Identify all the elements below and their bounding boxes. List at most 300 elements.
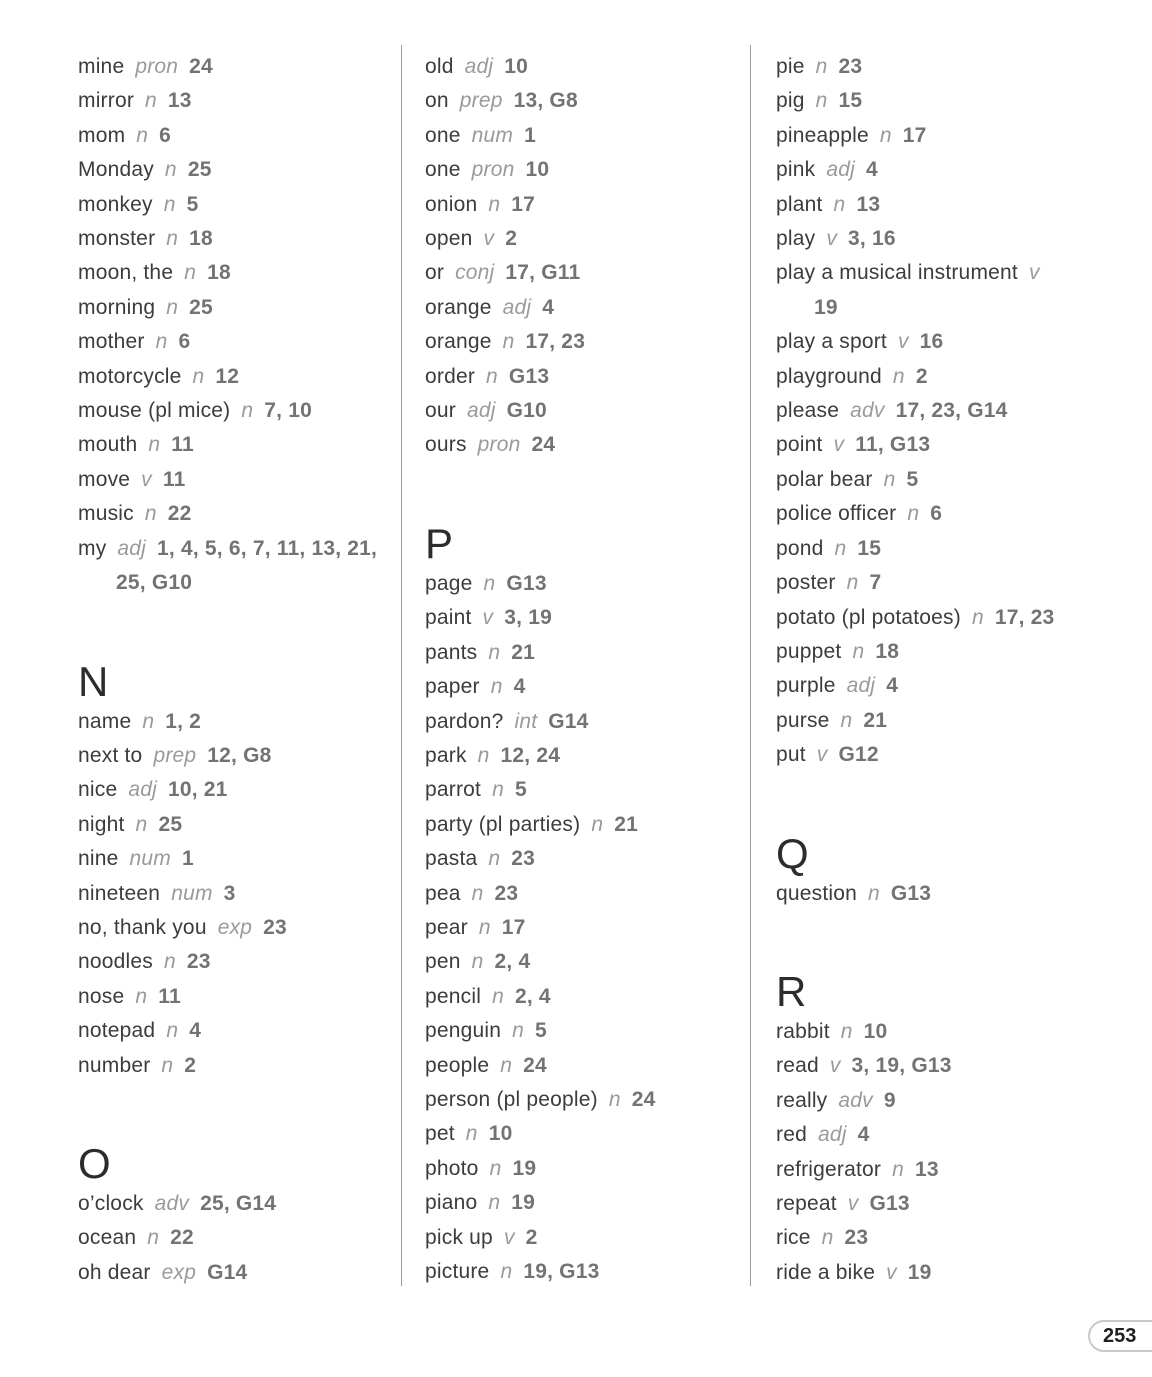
entry-part-of-speech: n — [892, 364, 905, 388]
entry-word: nice — [78, 778, 118, 802]
index-entry — [78, 84, 401, 118]
entry-page-refs: 2 — [505, 227, 518, 251]
entry-part-of-speech: v — [897, 330, 909, 354]
entry-part-of-speech: n — [465, 1122, 478, 1146]
entry-word: morning — [78, 295, 156, 319]
entry-page-refs: 2 — [915, 364, 928, 388]
index-entry — [776, 1187, 1112, 1221]
index-entry — [425, 1117, 750, 1151]
entry-part-of-speech: n — [166, 227, 179, 251]
entry-page-refs: 23 — [511, 847, 536, 871]
entry-word: mine — [78, 55, 125, 78]
entry-part-of-speech: v — [886, 1260, 897, 1284]
entry-part-of-speech: n — [512, 1019, 525, 1043]
entry-part-of-speech: n — [135, 984, 148, 1008]
index-entry — [78, 877, 401, 911]
entry-part-of-speech: n — [155, 330, 168, 354]
entry-page-refs: G13 — [869, 1191, 910, 1215]
entry-part-of-speech: n — [145, 89, 157, 113]
entry-part-of-speech: n — [486, 364, 498, 388]
entry-page-refs: 13 — [915, 1157, 939, 1181]
entry-word: mirror — [78, 89, 135, 113]
entry-page-refs: 2, 4 — [514, 984, 551, 1008]
entry-page-refs: 21 — [863, 708, 888, 732]
entry-page-refs: 3 — [223, 881, 236, 905]
entry-word: poster — [776, 571, 836, 595]
index-entry — [425, 601, 750, 635]
entry-page-refs: 5 — [535, 1019, 547, 1043]
entry-part-of-speech: v — [816, 743, 828, 767]
entry-part-of-speech: adv — [154, 1191, 190, 1215]
entry-page-refs: 10 — [504, 55, 529, 78]
entry-page-refs: 10 — [488, 1122, 513, 1146]
entry-word: notepad — [78, 1019, 156, 1043]
entry-word: pasta — [425, 847, 478, 871]
entry-word: photo — [425, 1156, 479, 1180]
entry-part-of-speech: pron — [471, 158, 515, 182]
entry-word: put — [776, 743, 806, 767]
index-entry — [776, 704, 1112, 738]
index-entry — [425, 739, 750, 773]
index-entry — [425, 877, 750, 911]
entry-part-of-speech: num — [129, 847, 171, 871]
entry-word: my — [78, 536, 107, 560]
entry-page-refs: 19, G13 — [523, 1260, 600, 1283]
entry-page-refs: G14 — [207, 1260, 248, 1284]
entry-part-of-speech: n — [834, 536, 847, 560]
index-entry — [425, 256, 750, 290]
entry-word: moon, the — [78, 261, 174, 285]
page-number: 253 — [1103, 1324, 1137, 1347]
entry-part-of-speech: v — [482, 606, 494, 630]
index-entry — [78, 1014, 401, 1048]
index-entry — [425, 394, 750, 428]
index-entry — [425, 980, 750, 1014]
index-entry — [425, 222, 750, 256]
entry-part-of-speech: n — [478, 915, 491, 939]
entry-page-refs: 17 — [902, 123, 927, 147]
entry-page-refs: 24 — [523, 1053, 547, 1077]
entry-part-of-speech: n — [489, 1156, 502, 1180]
entry-part-of-speech: adj — [817, 1123, 847, 1147]
index-entry — [425, 1221, 750, 1255]
section-letter: P — [425, 519, 454, 567]
entry-page-refs: G13 — [508, 364, 550, 388]
entry-part-of-speech: n — [846, 571, 859, 595]
index-entry — [78, 360, 401, 394]
index-entry — [776, 119, 1112, 153]
index-entry — [425, 808, 750, 842]
entry-part-of-speech: n — [821, 1226, 834, 1250]
entry-page-refs: 4 — [857, 1123, 870, 1147]
entry-page-refs: 23 — [838, 55, 863, 78]
entry-part-of-speech: n — [591, 812, 604, 836]
entry-part-of-speech: n — [815, 55, 828, 78]
index-entry — [776, 1049, 1112, 1083]
entry-word: mouse (pl mice) — [78, 399, 231, 423]
entry-page-refs: 24 — [631, 1087, 656, 1111]
entry-word: please — [776, 399, 840, 423]
index-entry — [78, 188, 401, 222]
entry-word: orange — [425, 330, 492, 354]
entry-page-refs: 19 — [814, 295, 838, 319]
index-entry — [425, 567, 750, 601]
entry-page-refs: 18 — [875, 639, 900, 663]
entry-word: pen — [425, 950, 461, 974]
entry-word: paper — [425, 675, 480, 699]
entry-page-refs: G13 — [890, 881, 932, 905]
entry-part-of-speech: n — [868, 881, 880, 905]
entry-word: purple — [776, 674, 836, 698]
entry-page-refs: 5 — [514, 778, 527, 802]
entry-page-refs: 1, 2 — [165, 709, 202, 733]
entry-part-of-speech: conj — [455, 261, 495, 285]
index-entry — [425, 1152, 750, 1186]
index-column — [401, 0, 750, 1290]
entry-page-refs: 4 — [542, 295, 555, 319]
entry-part-of-speech: n — [477, 743, 490, 767]
index-entry — [425, 1083, 750, 1117]
entry-word: play — [776, 227, 816, 251]
entry-word: open — [425, 227, 473, 251]
entry-part-of-speech: n — [471, 881, 484, 905]
entry-page-refs: G13 — [506, 571, 547, 595]
entry-part-of-speech: n — [241, 399, 254, 423]
index-entry — [78, 291, 401, 325]
entry-word: playground — [776, 364, 882, 388]
index-entry — [78, 1256, 401, 1290]
entry-part-of-speech: v — [483, 227, 495, 251]
entry-page-refs: 23 — [844, 1226, 869, 1250]
entry-word: party (pl parties) — [425, 812, 581, 836]
entry-word: red — [776, 1123, 807, 1147]
index-entry — [776, 84, 1112, 118]
entry-part-of-speech: n — [483, 571, 496, 595]
entry-word: pig — [776, 89, 805, 113]
entry-word: name — [78, 709, 132, 733]
index-entry — [425, 188, 750, 222]
index-entry — [78, 50, 401, 84]
entry-word: plant — [776, 192, 823, 216]
entry-page-refs: 6 — [178, 330, 191, 354]
entry-word: pink — [776, 158, 816, 182]
entry-part-of-speech: n — [815, 89, 828, 113]
index-entry — [78, 980, 401, 1014]
entry-part-of-speech: n — [488, 192, 501, 216]
entry-part-of-speech: n — [142, 709, 155, 733]
entry-page-refs: 7, 10 — [264, 399, 312, 423]
entry-part-of-speech: n — [144, 502, 157, 526]
entry-page-refs: 13, G8 — [513, 89, 578, 113]
entry-part-of-speech: n — [488, 1191, 501, 1215]
entry-part-of-speech: n — [163, 950, 176, 974]
entry-page-refs: 6 — [159, 123, 172, 147]
section-letter: N — [78, 657, 109, 705]
index-entry — [776, 635, 1112, 669]
entry-word: repeat — [776, 1191, 837, 1215]
entry-page-refs: 4 — [189, 1019, 202, 1043]
entry-page-refs: 23 — [494, 881, 519, 905]
entry-part-of-speech: n — [892, 1157, 904, 1181]
entry-page-refs: 17, 23, G14 — [895, 399, 1008, 423]
index-entry — [776, 1256, 1112, 1290]
entry-part-of-speech: n — [148, 433, 161, 457]
index-entry — [425, 84, 750, 118]
entry-page-refs: 3, 19 — [504, 606, 552, 630]
entry-word: or — [425, 261, 445, 285]
section-letter: O — [78, 1139, 112, 1187]
index-entry — [78, 256, 401, 290]
entry-page-refs: 15 — [857, 536, 882, 560]
entry-word: purse — [776, 708, 830, 732]
entry-word: point — [776, 433, 823, 457]
entry-part-of-speech: n — [883, 467, 896, 491]
entry-page-refs: 1 — [181, 847, 194, 871]
entry-page-refs: 25 — [158, 812, 183, 836]
entry-page-refs: 25, G14 — [200, 1191, 277, 1215]
entry-word: nineteen — [78, 881, 161, 905]
entry-word: onion — [425, 192, 478, 216]
index-entry — [78, 739, 401, 773]
entry-page-refs: 2 — [184, 1053, 197, 1077]
index-entry — [776, 256, 1112, 325]
index-entry — [776, 188, 1112, 222]
entry-part-of-speech: v — [141, 467, 152, 491]
index-entry — [78, 153, 401, 187]
entry-word: pants — [425, 640, 478, 664]
index-entry — [776, 738, 1112, 772]
entry-page-refs: 16 — [919, 330, 944, 354]
entry-word: paint — [425, 606, 472, 630]
entry-part-of-speech: n — [500, 1053, 513, 1077]
entry-page-refs: 7 — [869, 571, 882, 595]
entry-part-of-speech: n — [840, 708, 853, 732]
entry-page-refs: 5 — [186, 192, 199, 216]
entry-part-of-speech: adj — [464, 55, 494, 78]
index-entry — [425, 360, 750, 394]
entry-word: pineapple — [776, 123, 869, 147]
entry-word: piano — [425, 1191, 478, 1215]
entry-part-of-speech: n — [163, 192, 176, 216]
page-number-badge — [1088, 1320, 1152, 1352]
index-entry — [78, 911, 401, 945]
entry-part-of-speech: n — [192, 364, 205, 388]
entry-page-refs: 3, 16 — [848, 227, 896, 251]
entry-page-refs: G14 — [548, 709, 589, 733]
index-entry — [78, 532, 401, 601]
entry-page-refs: 25 — [189, 295, 213, 319]
entry-word: police officer — [776, 502, 897, 526]
entry-word: order — [425, 364, 476, 388]
index-entry — [78, 773, 401, 807]
entry-part-of-speech: n — [147, 1226, 160, 1250]
entry-part-of-speech: exp — [161, 1260, 197, 1284]
entry-word: mom — [78, 123, 126, 147]
entry-word: penguin — [425, 1019, 502, 1043]
index-entry — [776, 601, 1112, 635]
entry-word: rabbit — [776, 1019, 830, 1043]
entry-page-refs: 4 — [513, 675, 526, 699]
section-letter: Q — [776, 829, 810, 877]
entry-word: monkey — [78, 192, 153, 216]
entry-page-refs: 19 — [907, 1260, 932, 1284]
entry-word: pardon? — [425, 709, 504, 733]
entry-page-refs: 11, G13 — [855, 433, 931, 457]
entry-page-refs: 10 — [525, 158, 550, 182]
entry-part-of-speech: n — [492, 778, 504, 802]
entry-page-refs: 18 — [189, 227, 213, 251]
index-entry — [78, 463, 401, 497]
entry-part-of-speech: n — [488, 640, 501, 664]
entry-word: puppet — [776, 639, 842, 663]
entry-word: pencil — [425, 984, 482, 1008]
entry-page-refs: 1, 4, 5, 6, 7, 11, 13, 21, 25, G10 — [116, 536, 378, 595]
index-entry — [78, 705, 401, 739]
entry-page-refs: 10, 21 — [167, 778, 228, 802]
index-entry — [78, 222, 401, 256]
entry-word: nine — [78, 847, 119, 871]
entry-part-of-speech: n — [971, 605, 984, 629]
entry-page-refs: 11 — [158, 984, 181, 1008]
index-entry — [776, 669, 1112, 703]
index-entry — [425, 153, 750, 187]
entry-word: one — [425, 123, 461, 147]
entry-word: pick up — [425, 1225, 493, 1249]
entry-word: question — [776, 881, 857, 905]
entry-word: next to — [78, 743, 143, 767]
index-entry — [78, 808, 401, 842]
entry-word: move — [78, 467, 131, 491]
index-entry — [78, 428, 401, 462]
entry-word: ours — [425, 433, 467, 457]
entry-part-of-speech: n — [161, 1053, 174, 1077]
entry-page-refs: 23 — [186, 950, 211, 974]
entry-part-of-speech: prep — [153, 743, 197, 767]
index-entry — [425, 773, 750, 807]
entry-word: potato (pl potatoes) — [776, 605, 961, 629]
index-entry — [776, 153, 1112, 187]
entry-part-of-speech: prep — [459, 89, 503, 113]
entry-word: pie — [776, 55, 805, 78]
index-entry — [776, 222, 1112, 256]
entry-part-of-speech: v — [826, 227, 838, 251]
entry-part-of-speech: adj — [826, 158, 855, 182]
entry-page-refs: 23 — [263, 915, 287, 939]
entry-word: page — [425, 571, 473, 595]
entry-page-refs: 2, 4 — [494, 950, 531, 974]
index-entry — [776, 877, 1112, 911]
entry-page-refs: 2 — [525, 1225, 538, 1249]
entry-part-of-speech: pron — [135, 55, 179, 78]
entry-part-of-speech: n — [608, 1087, 621, 1111]
entry-word: person (pl people) — [425, 1087, 598, 1111]
entry-word: oh dear — [78, 1260, 151, 1284]
entry-page-refs: 1 — [524, 123, 536, 147]
entry-word: nose — [78, 984, 125, 1008]
entry-part-of-speech: n — [852, 639, 865, 663]
index-entry — [425, 670, 750, 704]
entry-page-refs: 12, G8 — [207, 743, 272, 767]
entry-part-of-speech: adj — [846, 674, 876, 698]
entry-word: really — [776, 1088, 828, 1112]
index-entry — [425, 636, 750, 670]
entry-part-of-speech: v — [829, 1054, 841, 1078]
entry-page-refs: 24 — [189, 55, 213, 78]
entry-word: mother — [78, 330, 145, 354]
entry-word: old — [425, 55, 454, 78]
entry-part-of-speech: v — [833, 433, 845, 457]
entry-part-of-speech: num — [171, 881, 213, 905]
entry-part-of-speech: n — [500, 1260, 513, 1283]
entry-part-of-speech: int — [514, 709, 538, 733]
index-entry — [425, 1014, 750, 1048]
index-entry — [78, 842, 401, 876]
index-entry — [776, 325, 1112, 359]
index-entry — [776, 497, 1112, 531]
entry-page-refs: 15 — [838, 89, 863, 113]
entry-part-of-speech: n — [136, 123, 149, 147]
entry-word: number — [78, 1053, 151, 1077]
entry-part-of-speech: n — [471, 950, 484, 974]
entry-part-of-speech: adj — [117, 536, 147, 560]
index-entry — [776, 428, 1112, 462]
entry-page-refs: 24 — [531, 433, 556, 457]
index-entry — [776, 532, 1112, 566]
entry-page-refs: 5 — [906, 467, 919, 491]
index-entry — [776, 1153, 1112, 1187]
entry-part-of-speech: v — [1028, 261, 1040, 285]
index-entry — [425, 325, 750, 359]
entry-page-refs: 11 — [162, 467, 186, 491]
entry-word: picture — [425, 1260, 490, 1283]
index-entry — [425, 705, 750, 739]
entry-page-refs: 13 — [856, 192, 881, 216]
entry-part-of-speech: n — [166, 295, 179, 319]
index-entry — [776, 1221, 1112, 1255]
entry-word: orange — [425, 295, 492, 319]
entry-word: o’clock — [78, 1191, 144, 1215]
entry-part-of-speech: adj — [466, 399, 496, 423]
index-entry — [776, 360, 1112, 394]
index-entry — [78, 1049, 401, 1083]
entry-word: play a musical instrument — [776, 261, 1018, 285]
entry-word: no, thank you — [78, 915, 207, 939]
entry-word: pet — [425, 1122, 455, 1146]
entry-part-of-speech: num — [471, 123, 514, 147]
entry-page-refs: 18 — [207, 261, 231, 285]
index-entry — [425, 842, 750, 876]
index-entry — [776, 1118, 1112, 1152]
index-entry — [425, 1186, 750, 1220]
entry-page-refs: 13 — [167, 89, 192, 113]
entry-part-of-speech: n — [492, 984, 504, 1008]
index-entry — [78, 119, 401, 153]
entry-part-of-speech: n — [490, 675, 503, 699]
entry-word: night — [78, 812, 125, 836]
entry-word: Monday — [78, 158, 154, 182]
index-entry — [425, 1049, 750, 1083]
index-entry — [776, 566, 1112, 600]
entry-part-of-speech: adv — [850, 399, 885, 423]
entry-page-refs: 4 — [865, 158, 878, 182]
entry-part-of-speech: pron — [477, 433, 521, 457]
entry-part-of-speech: n — [184, 261, 197, 285]
index-entry — [776, 50, 1112, 84]
entry-word: read — [776, 1054, 819, 1078]
entry-page-refs: 12 — [215, 364, 240, 388]
entry-page-refs: 21 — [511, 640, 536, 664]
entry-part-of-speech: n — [833, 192, 846, 216]
